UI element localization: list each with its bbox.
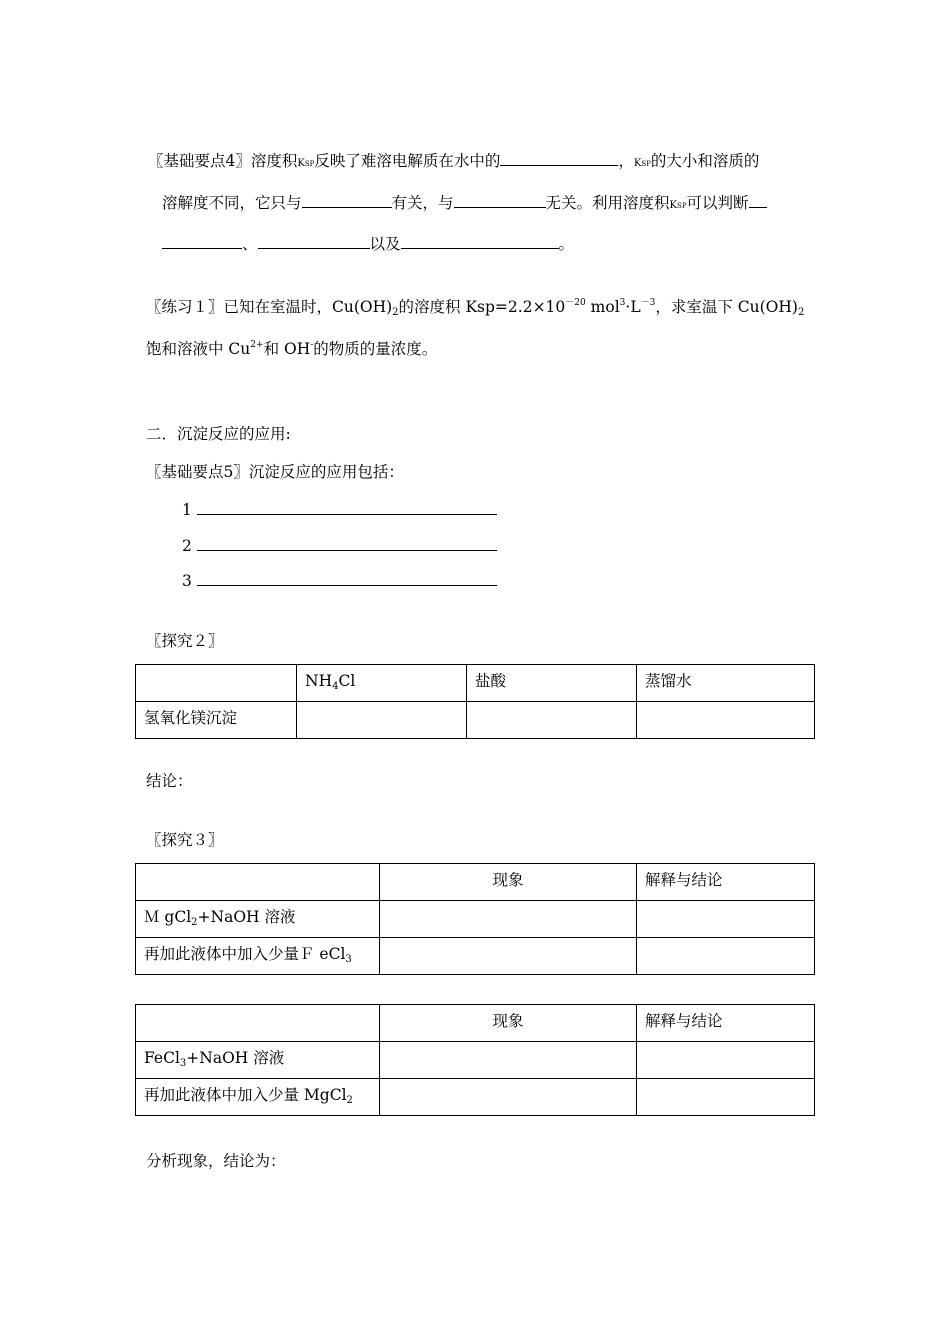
ksp-subscript: SP bbox=[304, 160, 315, 168]
row-label: FeCl$_3$+NaOH 溶液 bbox=[136, 1042, 380, 1079]
fill-blank[interactable] bbox=[500, 151, 618, 166]
point4-text-3: 溶解度不同，它只与 bbox=[162, 194, 302, 212]
table-header: 现象 bbox=[380, 1005, 637, 1042]
point4-text-1: 反映了难溶电解质在水中的 bbox=[314, 152, 501, 170]
probe2-table bbox=[135, 664, 815, 739]
list-item bbox=[182, 571, 497, 591]
superscript: - bbox=[310, 340, 314, 350]
point4-text-7: 以及 bbox=[369, 235, 401, 253]
list-item bbox=[182, 536, 497, 556]
table-row bbox=[136, 1079, 815, 1116]
exercise1-unit: mol bbox=[585, 298, 620, 316]
fill-blank[interactable] bbox=[197, 536, 497, 551]
table-row bbox=[136, 665, 815, 702]
fill-blank[interactable] bbox=[197, 500, 497, 515]
section2-heading: 二．沉淀反应的应用: bbox=[146, 425, 291, 443]
row-label: 再加此液体中加入少量 MgCl$_2$ bbox=[136, 1079, 380, 1116]
table-cell[interactable] bbox=[637, 938, 815, 975]
final-analysis: 分析现象，结论为： bbox=[146, 1152, 286, 1170]
table-header: 盐酸 bbox=[467, 665, 637, 702]
table-cell[interactable] bbox=[467, 702, 637, 739]
table-cell[interactable] bbox=[380, 1079, 637, 1116]
subscript: 2 bbox=[392, 307, 399, 318]
ksp-symbol: K bbox=[669, 200, 678, 211]
point4-line1 bbox=[148, 151, 759, 174]
point4-lead: 〖基础要点4〗溶度积 bbox=[148, 152, 298, 170]
fill-blank[interactable] bbox=[258, 234, 370, 249]
table-row bbox=[136, 1005, 815, 1042]
fill-blank[interactable] bbox=[401, 234, 559, 249]
list-number: 3 bbox=[182, 572, 192, 590]
ksp-subscript: SP bbox=[641, 160, 651, 168]
row-label: Ｍ gCl$_2$+NaOH 溶液 bbox=[136, 901, 380, 938]
exercise1-text: 的物质的量浓度。 bbox=[313, 340, 438, 358]
probe3-table-1 bbox=[135, 863, 815, 975]
point5-text: 〖基础要点5〗沉淀反应的应用包括： bbox=[146, 463, 404, 481]
exercise1-text: ，求室温下 Cu(OH) bbox=[655, 298, 798, 316]
table-cell[interactable] bbox=[637, 702, 815, 739]
point4-text-5: 无关。利用溶度积 bbox=[545, 194, 670, 212]
list-number: 2 bbox=[182, 537, 192, 555]
table-cell bbox=[136, 864, 380, 901]
fill-blank[interactable] bbox=[749, 193, 767, 208]
point4-text-2: 的大小和溶质的 bbox=[650, 152, 760, 170]
fill-blank[interactable] bbox=[197, 571, 497, 586]
table-header: 蒸馏水 bbox=[637, 665, 815, 702]
point4-line3 bbox=[162, 234, 574, 254]
fill-blank[interactable] bbox=[302, 193, 392, 208]
exercise1-text: 〖练习１〗已知在室温时，Cu(OH) bbox=[146, 298, 393, 316]
exercise1-text: 和 OH bbox=[263, 340, 311, 358]
probe3-table-2 bbox=[135, 1004, 815, 1116]
list-number: 1 bbox=[182, 501, 192, 519]
subscript: 2 bbox=[797, 307, 805, 318]
exercise1-text: 饱和溶液中 Cu bbox=[146, 340, 251, 358]
table-cell[interactable] bbox=[297, 702, 467, 739]
table-row bbox=[136, 702, 815, 739]
superscript: 2+ bbox=[250, 340, 264, 350]
superscript: 3 bbox=[619, 298, 626, 308]
list-item bbox=[182, 500, 497, 520]
table-cell[interactable] bbox=[380, 901, 637, 938]
row-label: 氢氧化镁沉淀 bbox=[136, 702, 297, 739]
point4-separator: 、 bbox=[242, 235, 258, 253]
point4-line2 bbox=[162, 193, 767, 216]
table-cell[interactable] bbox=[380, 1042, 637, 1079]
probe2-conclusion: 结论： bbox=[146, 772, 193, 790]
probe3-title: 〖探究３〗 bbox=[146, 831, 224, 849]
superscript: －20 bbox=[565, 298, 586, 308]
table-header: $NH_4Cl$ bbox=[297, 665, 467, 702]
table-cell[interactable] bbox=[637, 1042, 815, 1079]
table-cell bbox=[136, 665, 297, 702]
ksp-symbol: K bbox=[297, 158, 305, 169]
row-label: 再加此液体中加入少量Ｆ eCl$_3$ bbox=[136, 938, 380, 975]
table-row bbox=[136, 938, 815, 975]
superscript: －3 bbox=[640, 298, 656, 308]
ksp-symbol: K bbox=[633, 158, 642, 169]
table-row bbox=[136, 901, 815, 938]
point4-period: 。 bbox=[558, 235, 575, 253]
exercise1-ksp: 的溶度积 Ksp=2.2×10 bbox=[398, 298, 566, 316]
table-header: 解释与结论 bbox=[637, 1005, 815, 1042]
table-header: 解释与结论 bbox=[637, 864, 815, 901]
table-cell[interactable] bbox=[380, 938, 637, 975]
exercise1-unit: ·L bbox=[625, 298, 641, 316]
table-cell[interactable] bbox=[637, 1079, 815, 1116]
fill-blank[interactable] bbox=[454, 193, 546, 208]
exercise1-line2 bbox=[146, 339, 437, 359]
table-cell bbox=[136, 1005, 380, 1042]
table-cell[interactable] bbox=[637, 901, 815, 938]
probe2-title: 〖探究２〗 bbox=[146, 632, 224, 650]
fill-blank[interactable] bbox=[162, 234, 242, 249]
point4-text-4: 有关，与 bbox=[391, 194, 454, 212]
ksp-subscript: SP bbox=[677, 202, 687, 210]
table-header: 现象 bbox=[380, 864, 637, 901]
point4-text-6: 可以判断 bbox=[686, 194, 749, 212]
table-row bbox=[136, 864, 815, 901]
exercise1-line1 bbox=[146, 297, 804, 317]
point4-comma: ， bbox=[618, 152, 634, 170]
table-row bbox=[136, 1042, 815, 1079]
